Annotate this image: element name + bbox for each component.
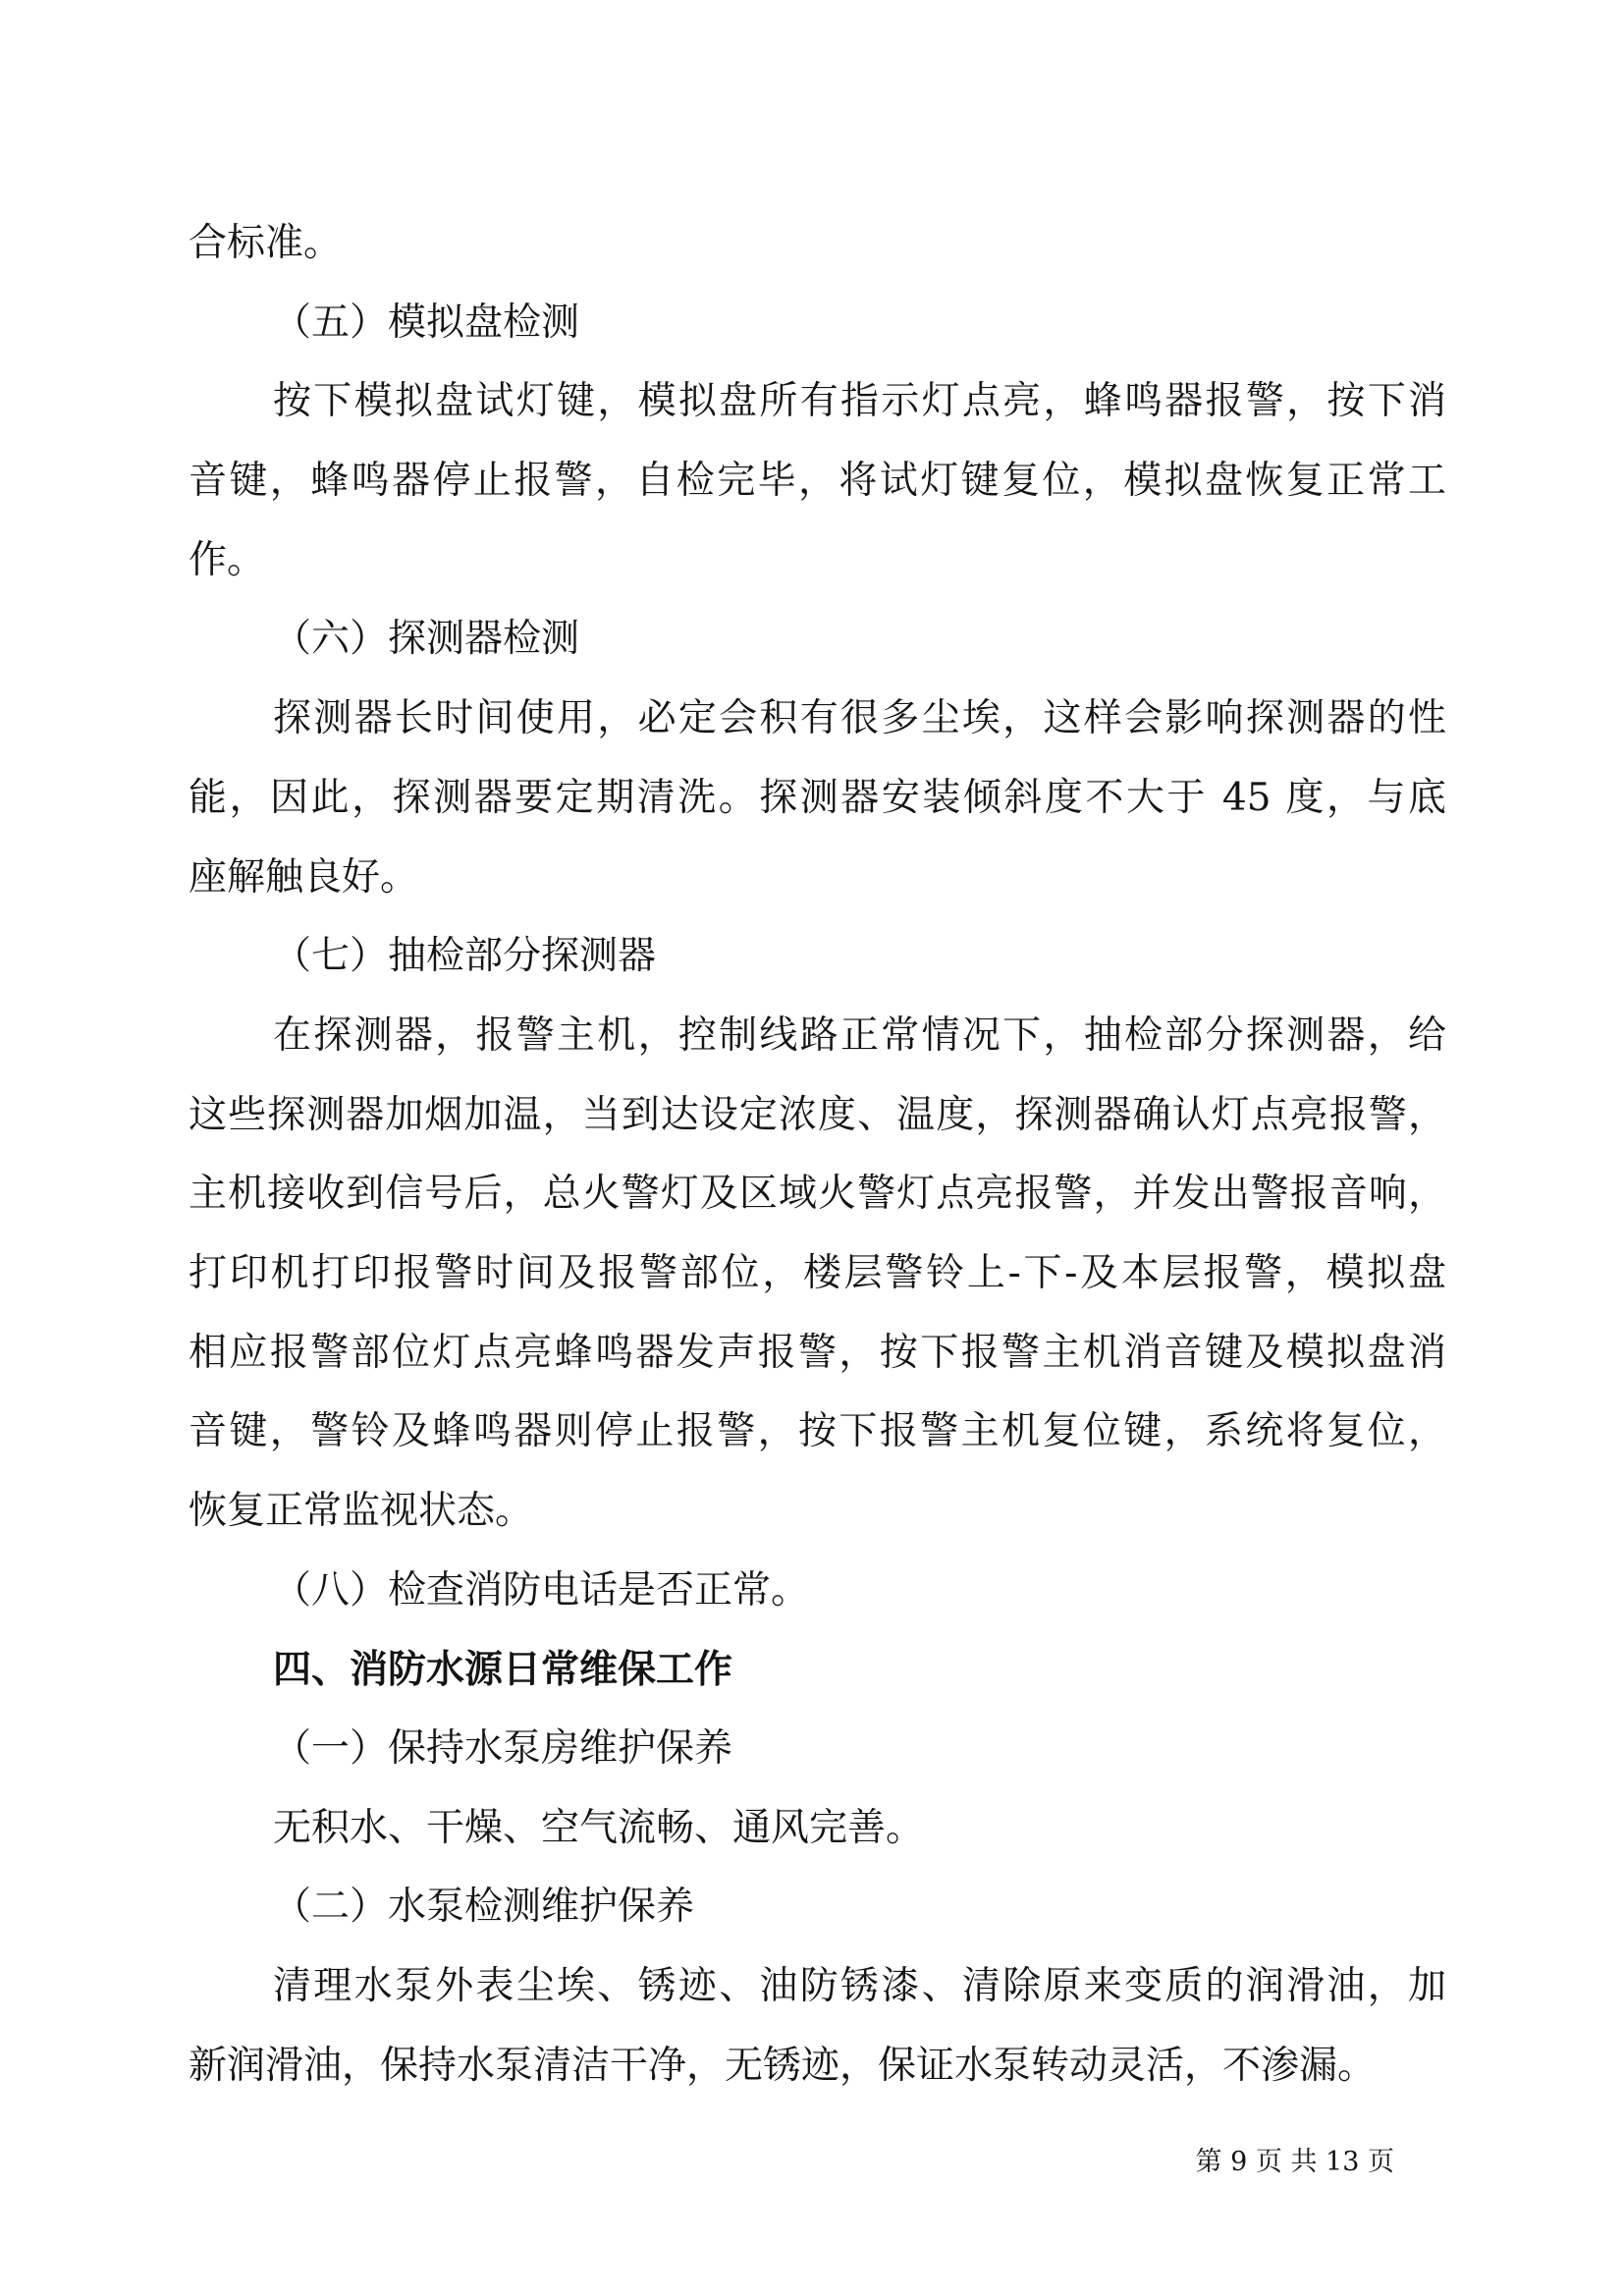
section-heading: 四、消防水源日常维保工作 <box>273 1647 733 1693</box>
body-line: 能，因此，探测器要定期清洗。探测器安装倾斜度不大于 45 度，与底 <box>189 775 1446 820</box>
body-line: 这些探测器加烟加温，当到达设定浓度、温度，探测器确认灯点亮报警， <box>189 1092 1446 1137</box>
body-line: 相应报警部位灯点亮蜂鸣器发声报警，按下报警主机消音键及模拟盘消 <box>189 1330 1446 1375</box>
body-line: 合标准。 <box>189 221 343 265</box>
body-line: 清理水泵外表尘埃、锈迹、油防锈漆、清除原来变质的润滑油，加 <box>273 1964 1446 2009</box>
body-line: 座解触良好。 <box>189 854 419 900</box>
subsection-heading: （二）水泵检测维护保养 <box>273 1885 695 1930</box>
body-line: 作。 <box>189 537 266 582</box>
subsection-heading: （八）检查消防电话是否正常。 <box>273 1567 810 1613</box>
subsection-heading: （一）保持水泵房维护保养 <box>273 1726 733 1772</box>
body-line: 恢复正常监视状态。 <box>189 1489 534 1533</box>
body-line: 打印机打印报警时间及报警部位，楼层警铃上-下-及本层报警，模拟盘 <box>189 1250 1446 1295</box>
subsection-heading: （五）模拟盘检测 <box>273 300 580 345</box>
body-line: 在探测器，报警主机，控制线路正常情况下，抽检部分探测器，给 <box>273 1012 1446 1058</box>
body-line: 按下模拟盘试灯键，模拟盘所有指示灯点亮，蜂鸣器报警，按下消 <box>273 379 1446 424</box>
body-line: 探测器长时间使用，必定会积有很多尘埃，这样会影响探测器的性 <box>273 696 1446 741</box>
body-line: 音键，警铃及蜂鸣器则停止报警，按下报警主机复位键，系统将复位， <box>189 1409 1446 1454</box>
body-line: 无积水、干燥、空气流畅、通风完善。 <box>273 1805 925 1850</box>
body-line: 新润滑油，保持水泵清洁干净，无锈迹，保证水泵转动灵活，不渗漏。 <box>189 2043 1377 2088</box>
document-body <box>189 204 1446 2106</box>
body-line: 主机接收到信号后，总火警灯及区域火警灯点亮报警，并发出警报音响， <box>189 1172 1446 1217</box>
subsection-heading: （七）抽检部分探测器 <box>273 934 657 979</box>
subsection-heading: （六）探测器检测 <box>273 617 580 662</box>
page-number-footer: 第 9 页 共 13 页 <box>1195 2147 1394 2177</box>
body-line: 音键，蜂鸣器停止报警，自检完毕，将试灯键复位，模拟盘恢复正常工 <box>189 459 1446 504</box>
